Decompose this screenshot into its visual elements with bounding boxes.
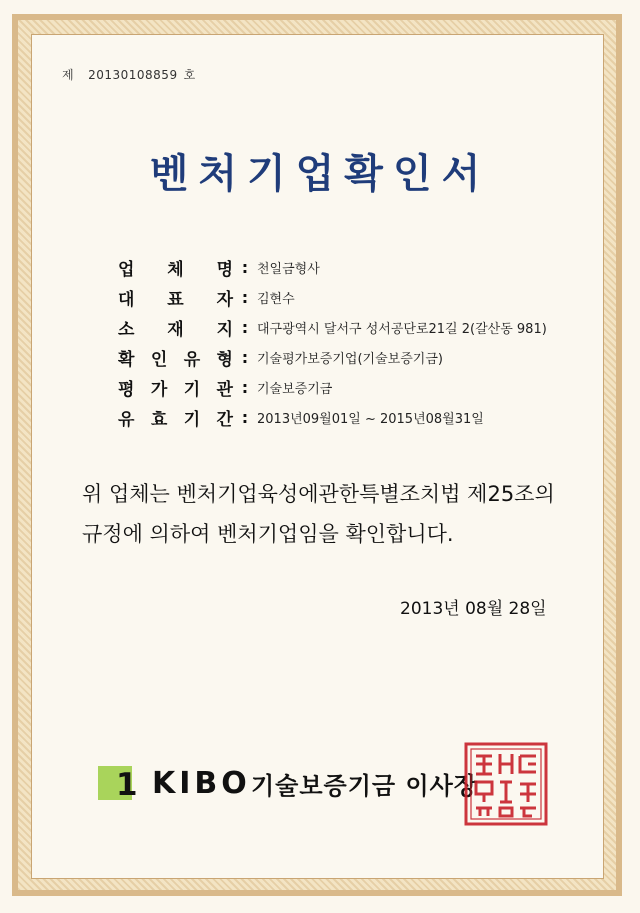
field-value-validity: 2013년09월01일 ~ 2015년08월31일 bbox=[257, 411, 484, 427]
field-label-address: 소 재 지 bbox=[118, 319, 233, 340]
field-colon: : bbox=[241, 287, 249, 307]
field-colon: : bbox=[241, 407, 249, 427]
certificate-title: 벤처기업확인서 bbox=[149, 150, 491, 197]
field-row-company bbox=[118, 252, 547, 282]
field-label-company: 업 체 명 bbox=[118, 259, 233, 280]
field-value-address: 대구광역시 달서구 성서공단로21길 2(갈산동 981) bbox=[257, 321, 547, 337]
kibo-logo-mark bbox=[98, 766, 138, 803]
field-row-address bbox=[118, 312, 547, 342]
field-label-validity: 유 효 기 간 bbox=[118, 409, 233, 430]
field-label-confirmation-type: 확 인 유 형 bbox=[118, 349, 233, 370]
field-colon: : bbox=[241, 257, 249, 277]
field-colon: : bbox=[241, 317, 249, 337]
field-label-evaluator: 평 가 기 관 bbox=[118, 379, 233, 400]
field-row-evaluator bbox=[118, 372, 547, 402]
certificate-number bbox=[62, 66, 196, 83]
field-label-representative: 대 표 자 bbox=[118, 289, 233, 310]
field-colon: : bbox=[241, 377, 249, 397]
certificate-number-value: 20130108859 bbox=[88, 68, 178, 82]
certificate-number-prefix: 제 bbox=[62, 68, 75, 82]
certificate-number-suffix: 호 bbox=[183, 68, 196, 82]
field-value-evaluator: 기술보증기금 bbox=[257, 381, 333, 397]
field-value-company: 천일금형사 bbox=[257, 261, 320, 277]
field-row-representative bbox=[118, 282, 547, 312]
official-seal-icon bbox=[460, 738, 552, 830]
kibo-logo-text: KIBO bbox=[152, 765, 251, 801]
statement-line-2: 규정에 의하여 벤처기업임을 확인합니다. bbox=[82, 522, 454, 546]
info-fields bbox=[118, 252, 547, 432]
confirmation-statement bbox=[82, 474, 572, 554]
statement-line-1: 위 업체는 벤처기업육성에관한특별조치법 제25조의 bbox=[82, 482, 555, 506]
kibo-logo-numeral: 1 bbox=[116, 767, 138, 803]
field-value-representative: 김현수 bbox=[257, 291, 295, 307]
issue-date: 2013년 08월 28일 bbox=[400, 599, 547, 619]
field-row-confirmation-type bbox=[118, 342, 547, 372]
field-value-confirmation-type: 기술평가보증기업(기술보증기금) bbox=[257, 351, 443, 367]
kibo-logo bbox=[98, 765, 251, 801]
field-colon: : bbox=[241, 347, 249, 367]
field-row-validity bbox=[118, 402, 547, 432]
issuer-name: 기술보증기금 이사장 bbox=[251, 772, 479, 800]
